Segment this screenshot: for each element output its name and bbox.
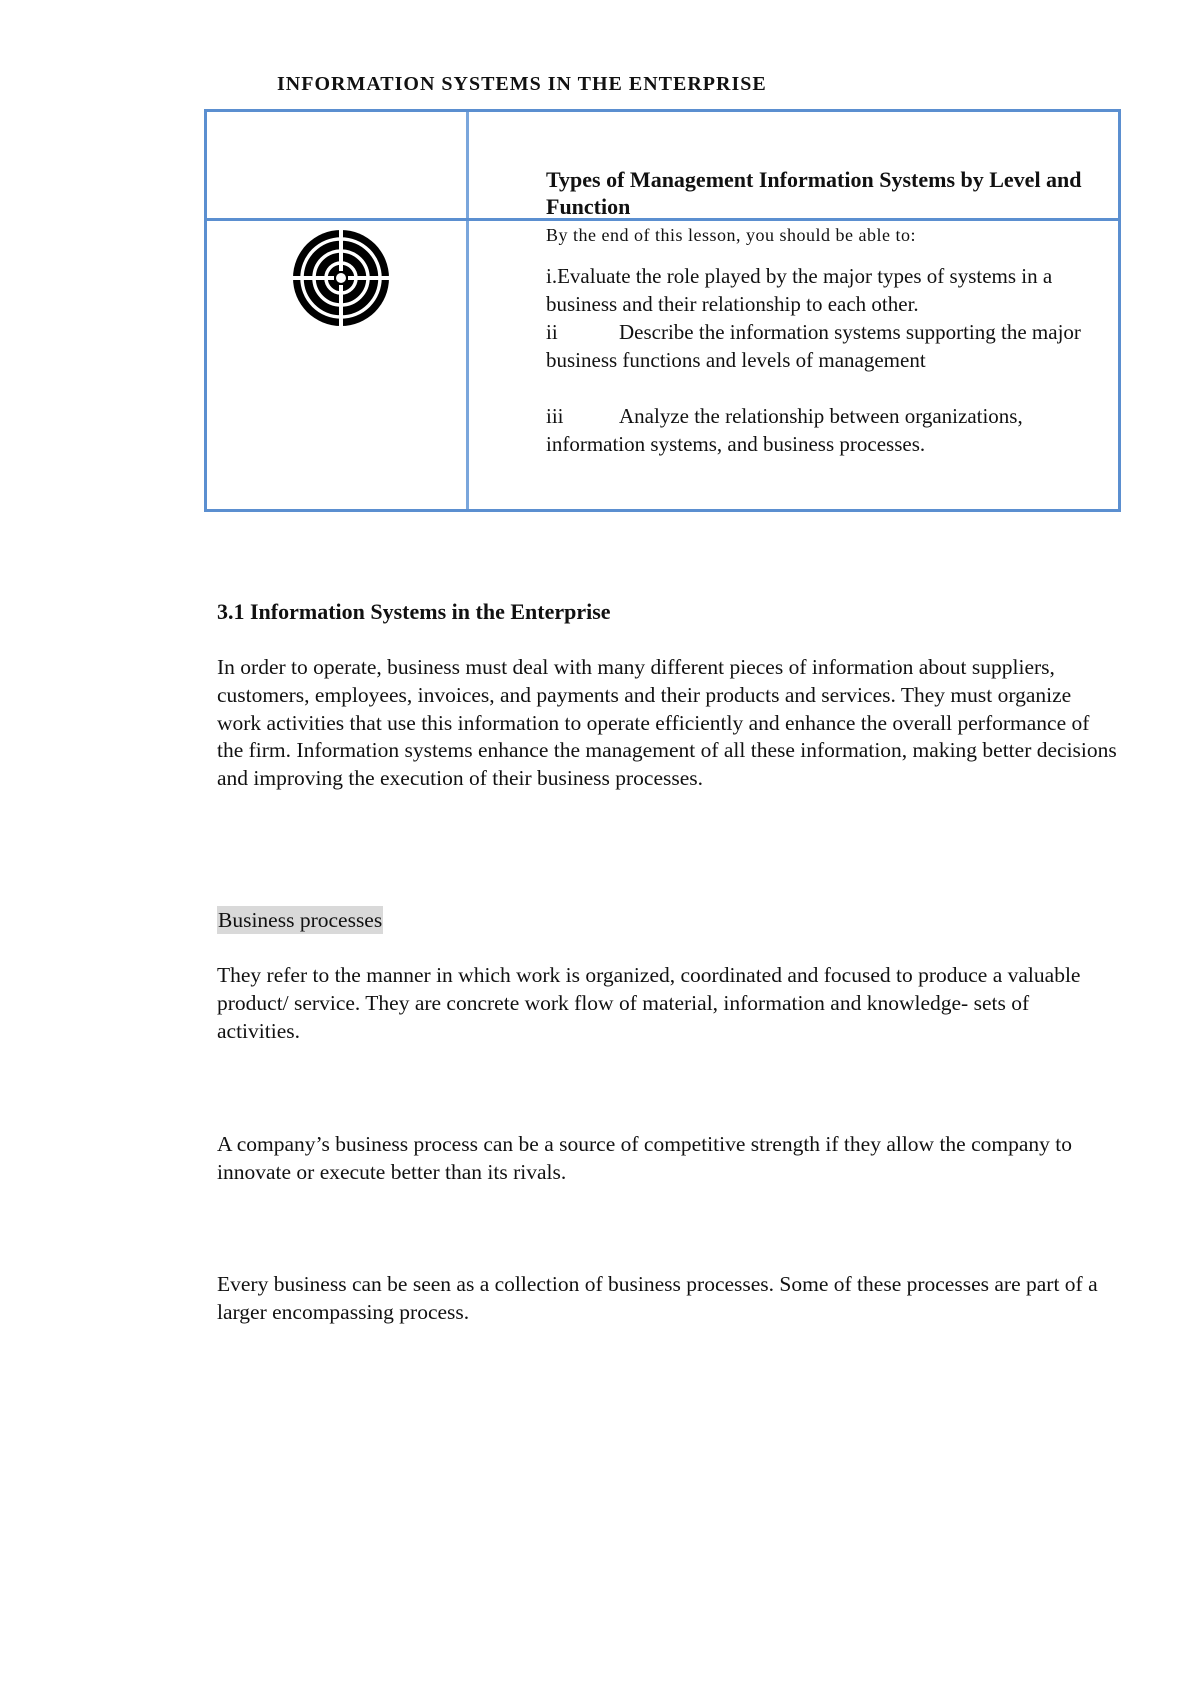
objective-item bbox=[546, 318, 1111, 374]
paragraph: They refer to the manner in which work is organized, coordinated and focused to produce a valuable product/ service. They are concrete work flow of material, information and knowledge- sets of activities. bbox=[217, 963, 1081, 1043]
objective-text: Evaluate the role played by the major types of systems in a business and their relationship to each other. bbox=[546, 264, 1053, 316]
objective-item bbox=[546, 262, 1111, 318]
paragraph: Every business can be seen as a collection of business processes. Some of these processes are part of a larger encompassing process. bbox=[217, 1272, 1098, 1324]
section-heading: 3.1 Information Systems in the Enterprise bbox=[217, 599, 611, 624]
objective-text: Analyze the relationship between organizations, information systems, and business processes. bbox=[546, 404, 1023, 456]
paragraph: A company’s business process can be a source of competitive strength if they allow the company to innovate or execute better than its rivals. bbox=[217, 1132, 1073, 1184]
objective-number: ii bbox=[546, 320, 558, 344]
objectives-intro: By the end of this lesson, you should be able to: bbox=[546, 225, 916, 245]
objectives-list bbox=[546, 262, 1111, 458]
box-vertical-divider bbox=[466, 112, 469, 509]
intro-paragraph: In order to operate, business must deal with many different pieces of information about suppliers, customers, employees, invoices, and payments and their products and services. They must organize work activities that use this information to operate efficiently and enhance the overall performance of the firm. Information systems enhance the management of all these information, making better decisions and improving the execution of their business processes. bbox=[217, 655, 1117, 791]
objective-number: i. bbox=[546, 264, 558, 288]
lesson-objectives-box bbox=[204, 109, 1121, 512]
running-header: INFORMATION SYSTEMS IN THE ENTERPRISE bbox=[277, 73, 767, 95]
lesson-title: Types of Management Information Systems by Level and Function bbox=[546, 167, 1082, 219]
objective-text: Describe the information systems supporting the major business functions and levels of management bbox=[546, 320, 1081, 372]
subheading-business-processes: Business processes bbox=[218, 908, 383, 932]
target-icon bbox=[291, 228, 391, 328]
objective-item bbox=[546, 402, 1111, 458]
objective-number: iii bbox=[546, 404, 564, 428]
